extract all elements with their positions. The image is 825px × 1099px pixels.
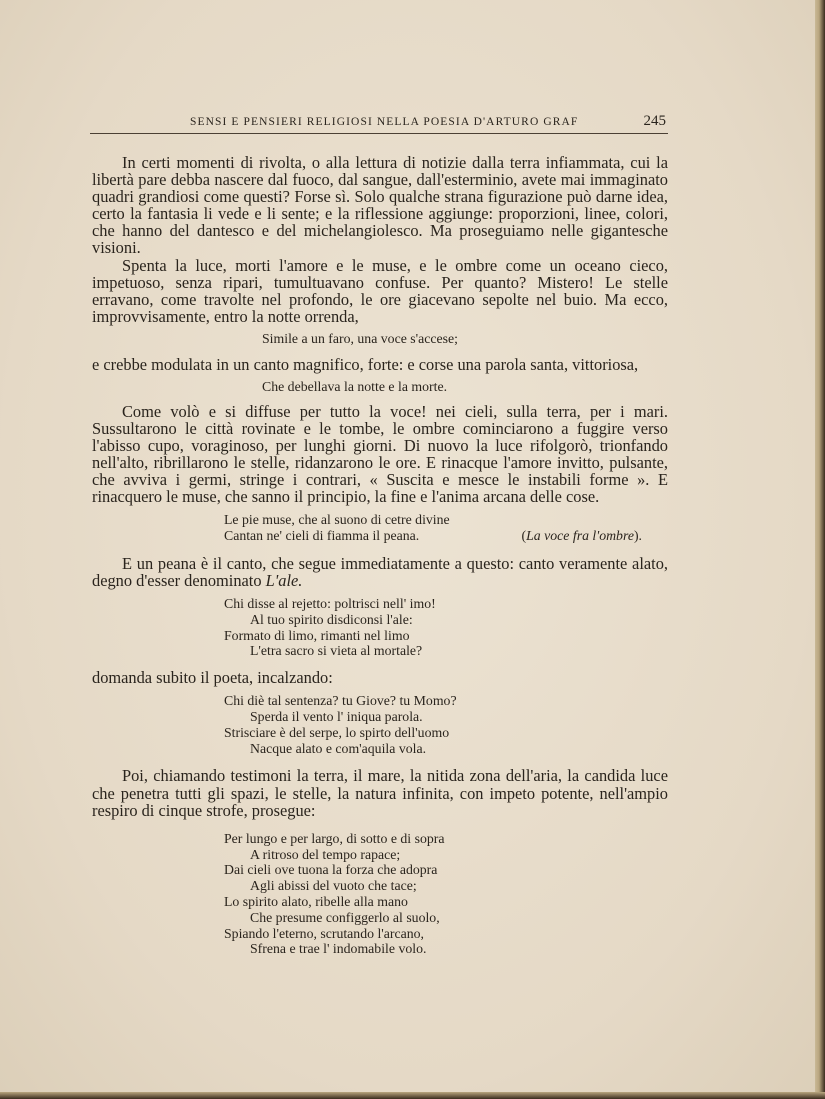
citation-title: La voce fra l'ombre xyxy=(526,527,634,543)
header-rule xyxy=(90,133,668,134)
verse-citation xyxy=(522,528,642,544)
verse-quote-6 xyxy=(92,831,668,957)
page-body xyxy=(92,154,668,957)
verse-line: Cantan ne' cieli di fiamma il peana. xyxy=(224,527,420,543)
page-number: 245 xyxy=(643,113,666,129)
verse-quote-4 xyxy=(92,596,668,659)
page-edge-right xyxy=(815,0,825,1099)
paragraph-5 xyxy=(92,555,668,589)
verse-line: Formato di limo, rimanti nel limo xyxy=(224,627,410,643)
paragraph-4: Come volò e si diffuse per tutto la voce! nei cieli, sulla terra, per i mari. Sussultarono le città rovinate e le tombe, le ombre cominciarono a fuggire verso l'abisso cupo, voraginoso, per lunghi giorni. Di nuovo la luce rifolgorò, trionfando nell'alto, ribrillarono le stelle, ridanzarono le ore. E rinacque l'amore invitto, pulsante, che avviva i germi, stringe i contrari, « Suscita e mesce le instabili forme ». E rinacquero le muse, che sanno il principio, la fine e l'anima arcana delle cose. xyxy=(92,401,668,507)
paragraph-1: In certi momenti di rivolta, o alla lettura di notizie dalla terra infiammata, cui la libertà pare debba nascere dal fuoco, dal sangue, dall'esterminio, avete mai immaginato quadri grandiosi come questi? Forse sì. Solo qualche strana figurazione può darne idea, certo la fantasia li vede e li sente; e la riflessione aggiunge: proporzioni, linee, colori, che hanno del dantesco e del michelangiolesco. Ma proseguiamo nelle gigantesche visioni. xyxy=(92,153,668,258)
verse-quote-1 xyxy=(92,331,668,347)
verse-line: Al tuo spirito disdiconsi l'ale: xyxy=(250,611,413,627)
verse-line: Per lungo e per largo, di sotto e di sopra xyxy=(224,830,445,846)
poem-title: L'ale. xyxy=(265,570,303,590)
verse-line: A ritroso del tempo rapace; xyxy=(250,846,401,862)
paragraph-7: Poi, chiamando testimoni la terra, il mare, la nitida zona dell'aria, la candida luce che penetra tutti gli spazi, le stelle, la natura infinita, con impeto potente, nell'ampio respiro di cinque strofe, prosegue: xyxy=(92,766,668,820)
verse-line: Sperda il vento l' iniqua parola. xyxy=(250,709,423,725)
page-edge-bottom xyxy=(0,1092,825,1099)
running-head: SENSI E PENSIERI RELIGIOSI NELLA POESIA D'ARTURO GRAF xyxy=(190,116,579,128)
verse-line: Simile a un faro, una voce s'accese; xyxy=(262,330,458,346)
verse-quote-3 xyxy=(92,512,668,544)
verse-quote-2 xyxy=(92,379,668,395)
verse-line: L'etra sacro si vieta al mortale? xyxy=(250,643,423,659)
verse-line: Strisciare è del serpe, lo spirto dell'uomo xyxy=(224,724,450,740)
verse-line: Nacque alato e com'aquila vola. xyxy=(250,740,427,756)
verse-line: Dai cieli ove tuona la forza che adopra xyxy=(224,862,438,878)
page-header xyxy=(90,113,668,133)
verse-line: Che debellava la notte e la morte. xyxy=(262,378,448,394)
paragraph-2: Spenta la luce, morti l'amore e le muse, e le ombre come un oceano cieco, impetuoso, senza ripari, tumultuavano confuse. Per quanto? Mistero! Le stelle erravano, come travolte nel profondo, le ore giacevano sepolte nel buio. Ma ecco, improvvisamente, entro la notte orrenda, xyxy=(92,255,668,326)
verse-line: Sfrena e trae l' indomabile volo. xyxy=(250,941,427,957)
verse-quote-5 xyxy=(92,693,668,756)
verse-line: Che presume configgerlo al suolo, xyxy=(250,909,440,925)
paragraph-5-text: E un peana è il canto, che segue immediatamente a questo: canto veramente alato, degno d'esser denominato xyxy=(92,553,668,590)
paragraph-3: e crebbe modulata in un canto magnifico, forte: e corse una parola santa, vittoriosa, xyxy=(92,354,639,374)
verse-line: Chi diè tal sentenza? tu Giove? tu Momo? xyxy=(224,693,457,709)
citation-open: ( xyxy=(521,527,527,543)
citation-close: ). xyxy=(633,527,642,543)
verse-line: Le pie muse, che al suono di cetre divine xyxy=(224,512,450,528)
verse-line: Lo spirito alato, ribelle alla mano xyxy=(224,893,408,909)
verse-line: Agli abissi del vuoto che tace; xyxy=(250,878,417,894)
paragraph-6: domanda subito il poeta, incalzando: xyxy=(92,668,333,688)
verse-line: Chi disse al rejetto: poltrisci nell' imo! xyxy=(224,595,436,611)
verse-line: Spiando l'eterno, scrutando l'arcano, xyxy=(224,925,424,941)
